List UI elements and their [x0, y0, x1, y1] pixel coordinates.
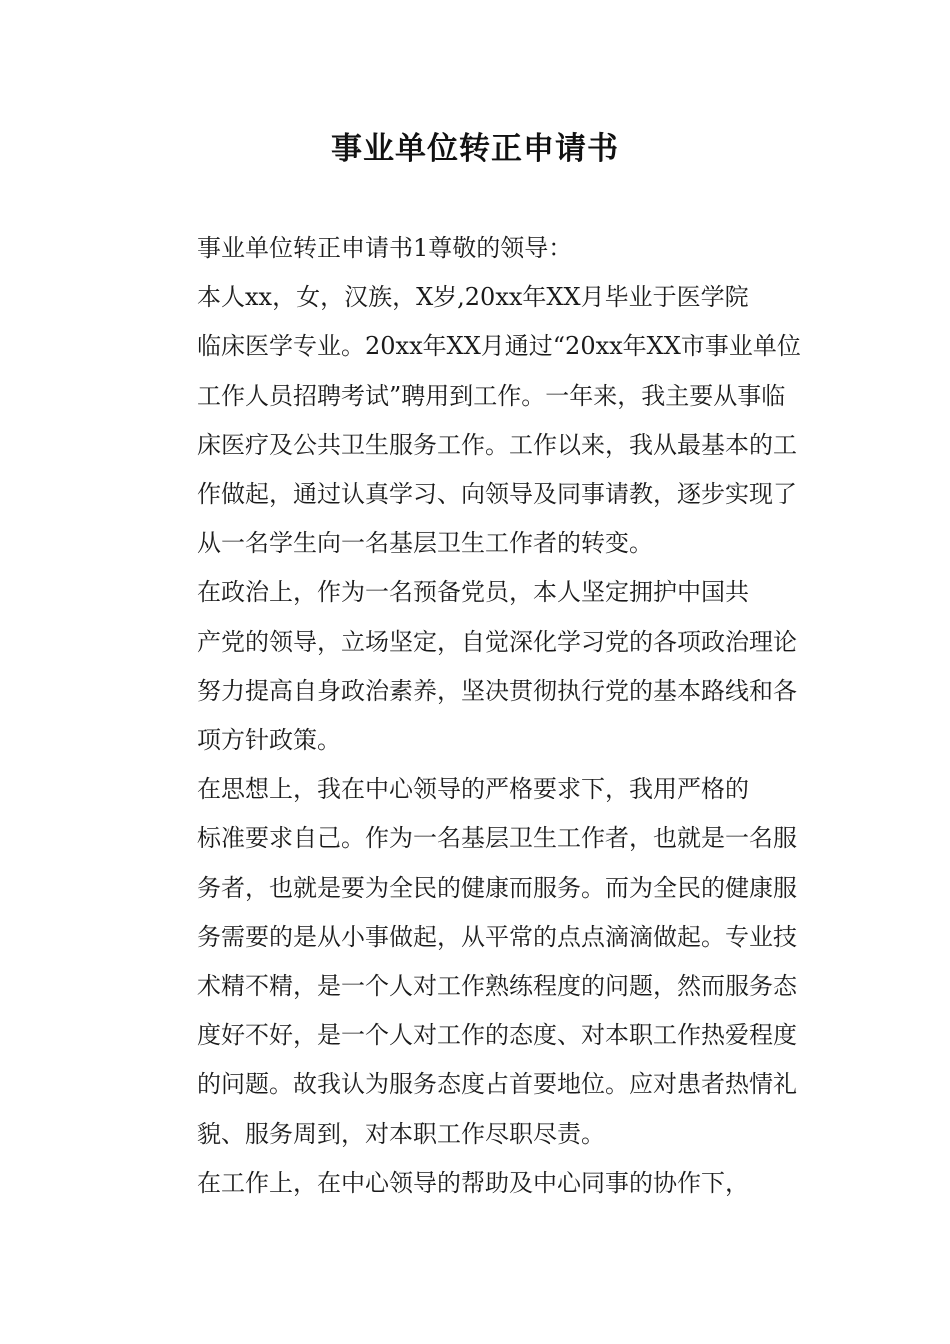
- text-line: 产党的领导，立场坚定，自觉深化学习党的各项政治理论: [197, 627, 797, 656]
- paragraph-introduction: [145, 273, 809, 568]
- paragraph-salutation: [145, 224, 809, 273]
- text-line: 在政治上，作为一名预备党员，本人坚定拥护中国共: [197, 578, 749, 607]
- text-line: 的问题。故我认为服务态度占首要地位。应对患者热情礼: [197, 1070, 797, 1099]
- text-line: 工作人员招聘考试”聘用到工作。一年来，我主要从事临: [197, 381, 786, 410]
- text-line: 从一名学生向一名基层卫生工作者的转变。: [197, 529, 653, 558]
- text-line: 作做起，通过认真学习、向领导及同事请教，逐步实现了: [197, 480, 797, 509]
- text-line: 术精不精，是一个人对工作熟练程度的问题，然而服务态: [197, 972, 797, 1001]
- text-line: 床医疗及公共卫生服务工作。工作以来，我从最基本的工: [197, 430, 797, 459]
- text-line: 事业单位转正申请书1尊敬的领导：: [197, 234, 573, 262]
- text-line: 务需要的是从小事做起，从平常的点点滴滴做起。专业技: [197, 922, 797, 951]
- text-line: 貌、服务周到，对本职工作尽职尽责。: [197, 1119, 605, 1148]
- document-title: 事业单位转正申请书: [331, 131, 619, 167]
- text-line: 努力提高自身政治素养，坚决贯彻执行党的基本路线和各: [197, 676, 797, 705]
- text-line: 务者，也就是要为全民的健康而服务。而为全民的健康服: [197, 873, 797, 902]
- paragraph-work: [145, 1159, 809, 1208]
- paragraph-politics: [145, 568, 809, 765]
- text-line: 标准要求自己。作为一名基层卫生工作者，也就是一名服: [197, 824, 797, 853]
- text-line: 本人xx，女，汉族，X岁,20xx年XX月毕业于医学院: [197, 283, 749, 312]
- text-line: 在思想上，我在中心领导的严格要求下，我用严格的: [197, 775, 749, 804]
- text-line: 度好不好，是一个人对工作的态度、对本职工作热爱程度: [197, 1021, 797, 1050]
- document-body: [145, 224, 809, 1208]
- text-line: 在工作上，在中心领导的帮助及中心同事的协作下，: [197, 1168, 749, 1197]
- text-line: 项方针政策。: [197, 726, 341, 755]
- paragraph-thinking: [145, 765, 809, 1159]
- text-line: 临床医学专业。20xx年XX月通过“20xx年XX市事业单位: [197, 332, 801, 361]
